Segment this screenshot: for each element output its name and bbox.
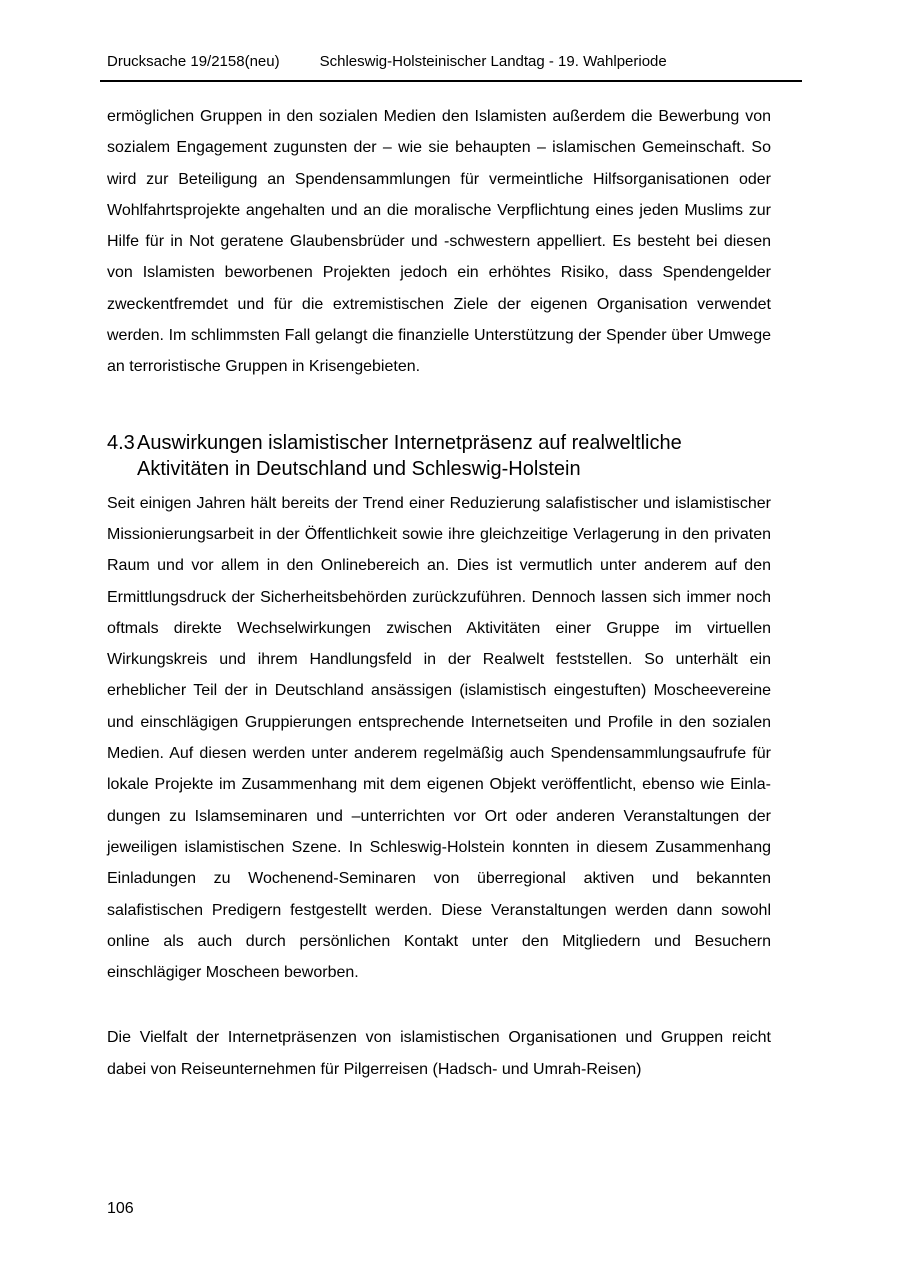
document-body bbox=[107, 101, 771, 1085]
paragraph: Die Vielfalt der Internetpräsenzen von islamistischen Organisationen und Gruppen reicht dabei von Reiseunternehmen für Pilgerreisen (Hadsch- und Umrah-Reisen) bbox=[107, 1029, 771, 1078]
document-title: Schleswig-Holsteinischer Landtag - 19. Wahlperiode bbox=[319, 53, 667, 70]
section-number: 4.3 bbox=[107, 431, 135, 454]
paragraph: ermöglichen Gruppen in den sozialen Medien den Islamisten außerdem die Bewerbung von sozialem Engagement zugunsten der – wie sie behaupten – islamischen Gemeinschaft. So wird zur Beteiligung an Spendensammlungen für vermeintliche Hilfsorganisationen oder Wohlfahrtsprojekte angehalten und an die moralische Verpflichtung eines jeden Muslims zur Hilfe für in Not geratene Glaubensbrüder und -schwestern appelliert. Es besteht bei diesen von Islamisten beworbenen Projekten jedoch ein erhöhtes Risiko, dass Spendengelder zweckentfremdet und für die extremistischen Ziele der eigenen Organisation verwendet werden. Im schlimmsten Fall gelangt die finanzielle Unterstützung der Spender über Umwege an terroristische Gruppen in Krisengebieten. bbox=[107, 108, 771, 376]
document-number: Drucksache 19/2158(neu) bbox=[107, 53, 280, 70]
section-title: Auswirkungen islamistischer Internetpräsenz auf realweltliche Aktivitäten in Deutschland und Schleswig-Holstein bbox=[137, 431, 682, 480]
page-footer bbox=[107, 1200, 134, 1218]
page-number: 106 bbox=[107, 1200, 134, 1217]
section-heading bbox=[107, 430, 771, 482]
page-header bbox=[100, 53, 802, 82]
paragraph: Seit einigen Jahren hält bereits der Trend einer Reduzierung salafistischer und islamistischer Missionierungsarbeit in der Öffentlichkeit sowie ihre gleichzeitige Verlagerung in den privaten Raum und vor allem in den Onlinebereich an. Dies ist vermutlich unter anderem auf den Ermittlungsdruck der Sicherheitsbehörden zurückzuführen. Dennoch lassen sich immer noch oftmals direkte Wechselwirkungen zwischen Aktivitäten einer Gruppe im virtuellen Wirkungskreis und ihrem Handlungsfeld in der Realwelt feststellen. So unterhält ein erheblicher Teil der in Deutschland ansässigen (islamistisch eingestuften) Moscheevereine und einschlägigen Gruppierungen entsprechende Internetseiten und Profile in den sozialen Medien. Auf diesen werden unter anderem regelmäßig auch Spendensammlungsaufrufe für lokale Projekte im Zusammenhang mit dem eigenen Objekt veröffentlicht, ebenso wie Einladungen zu Islamseminaren und –unterrichten vor Ort oder anderen Veranstaltungen der jeweiligen islamistischen Szene. In Schleswig-Holstein konnten in diesem Zusammenhang Einladungen zu Wochenend-Seminaren von überregional aktiven und bekannten salafistischen Predigern festgestellt werden. Diese Veranstaltungen werden dann sowohl online als auch durch persönlichen Kontakt unter den Mitgliedern und Besuchern einschlägiger Moscheen beworben. bbox=[107, 494, 771, 982]
